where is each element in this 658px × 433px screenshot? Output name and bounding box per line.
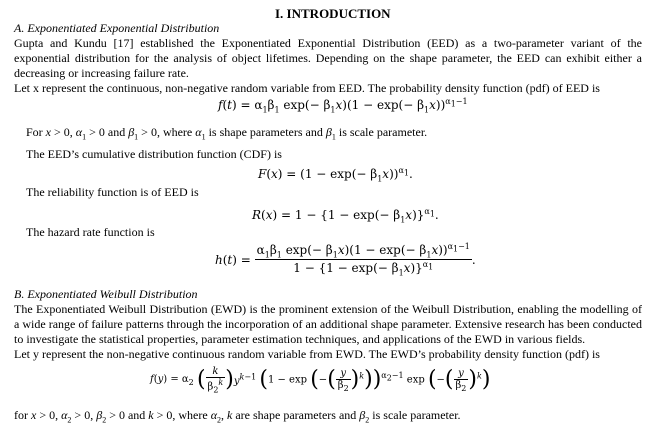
cdf-intro-text: The EED’s cumulative distribution function (CDF) is (26, 147, 282, 161)
condition-ewd: for x > 0, $\alpha_2 > 0$, $\beta_2 > 0$ and k > 0, where $\alpha_2$, k are shape parameters and $\beta_2$ is scale parameter. (14, 408, 461, 425)
equation-eed-hazard: h(t) = $\frac{\alpha_1\beta_1 \exp(- \beta_1x)(1 - \exp(- \beta_1x))^{\alpha_1-1}}{1 - \{1 - \exp(- \beta_1x)\}^{\alpha_1}}$ . (215, 242, 476, 278)
paragraph-ewd-pdf-intro: Let y represent the non-negative continuous random variable from EWD. The EWD’s probability density function (pdf) is (14, 347, 600, 361)
subsection-b-title: B. Exponentiated Weibull Distribution (14, 287, 198, 301)
reliability-intro-text: The reliability function is of EED is (26, 185, 199, 199)
paragraph-ewd-intro: The Exponentiated Weibull Distribution (EWD) is the prominent extension of the Weibull Distribution, enabling the modelling of a wide range of failure patterns through the incorporation of an additional shape parameter. Extensive research has been conducted to investigate the statistical properties, parameter estimation techniques, and applications of the EWD in various fields. (14, 302, 642, 346)
paragraph-eed-pdf-intro: Let x represent the continuous, non-negative random variable from EED. The probability density function (pdf) of EED is (14, 81, 600, 95)
equation-ewd-pdf: $f(y) = \alpha_2$ ( $\frac{k}{\beta_2^k}$ )$y^{k-1}$ (1 − exp (−( $\frac{y}{\beta_2}$ )$^k$))$^{\alpha_2-1}$ exp (−( $\frac{y}{\beta_2}$ )$^k$) (150, 366, 491, 395)
hazard-intro-text: The hazard rate function is (26, 225, 155, 239)
paragraph-eed-intro: Gupta and Kundu [17] established the Exponentiated Exponential Distribution (EED) as a two-parameter variant of the exponential distribution for the analysis of object lifetimes. Depending on the shape parameter, the EED can exhibit either a decreasing or increasing failure rate. (14, 36, 642, 80)
section-heading: I. INTRODUCTION (275, 6, 391, 21)
equation-eed-pdf: $f(t) = \alpha_1\beta_1$ $\exp(- \beta_1x)(1 - \exp(- \beta_1x))^{\alpha_1-1}$ (218, 97, 468, 115)
equation-eed-cdf: $F(x) = (1 - \exp(- \beta_1x))^{\alpha_1}$. (258, 166, 413, 184)
subsection-a-title: A. Exponentiated Exponential Distribution (14, 21, 220, 35)
equation-eed-reliability: $R(x) = 1 - \{1 - \exp(- \beta_1x)\}^{\alpha_1}$. (252, 207, 439, 225)
condition-eed: For x > 0, $\alpha_1 > 0$ and $\beta_1 > 0$, where $\alpha_1$ is shape parameters and $\beta_1$ is scale parameter. (26, 125, 428, 142)
